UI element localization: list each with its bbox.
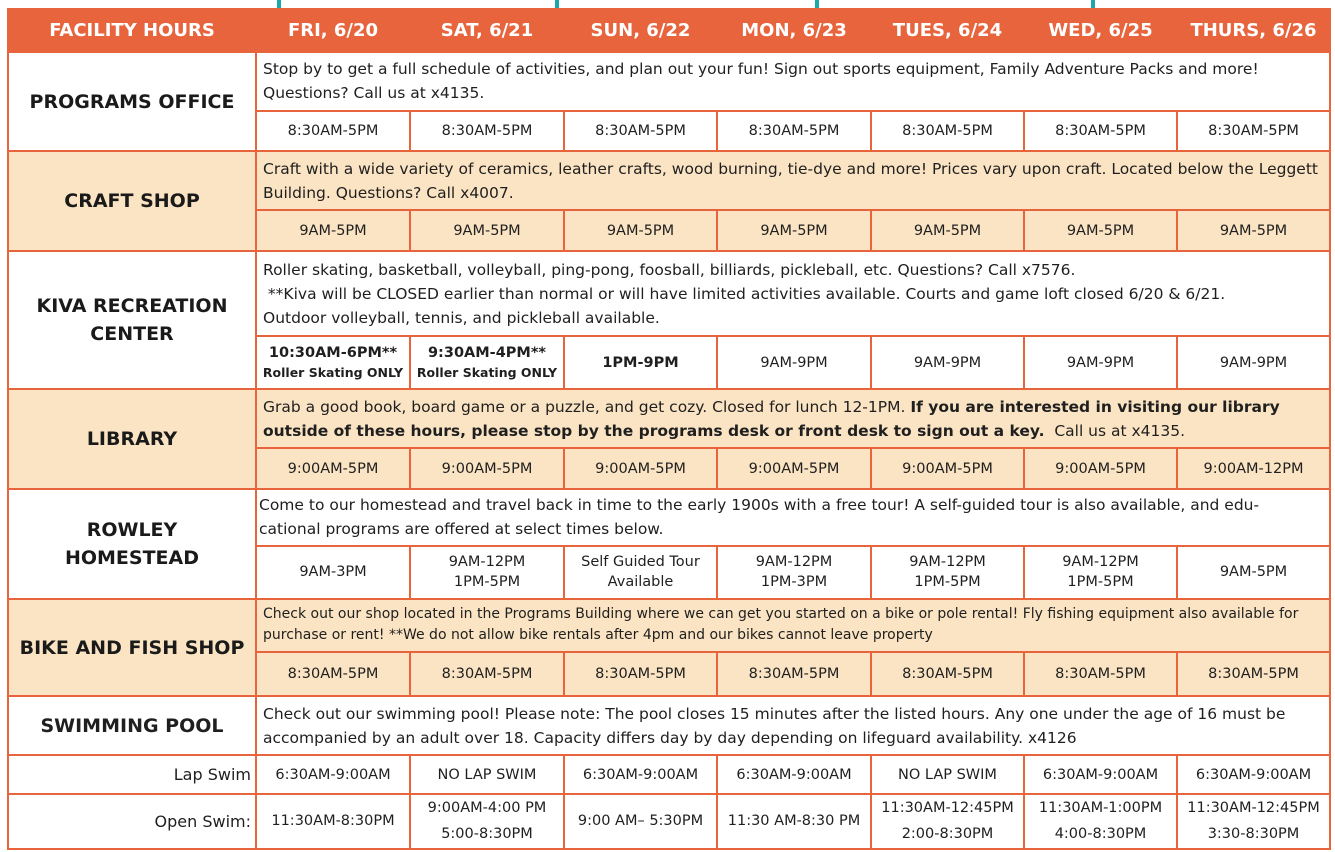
pool-desc-row: [8, 696, 1330, 755]
header-row: [8, 9, 1330, 52]
hours-cell: 8:30AM-5PM: [871, 652, 1024, 697]
description-line: Come to our homestead and travel back in time to the early 1900s with a free tour! A self-guided tour is also available, and edu-: [259, 496, 1260, 515]
hours-cell: 8:30AM-5PM: [256, 652, 410, 697]
hours-note: Roller Skating ONLY: [262, 364, 404, 380]
hours-cell: [410, 794, 564, 849]
craft-shop-desc-row: [8, 151, 1330, 210]
hours-cell: 9AM-5PM: [1177, 546, 1330, 599]
programs-office-desc-row: [8, 52, 1330, 111]
hours-cell: 9AM-9PM: [1177, 336, 1330, 389]
hours-cell: 11:30AM-8:30PM: [256, 794, 410, 849]
hours-cell: 9:00AM-5PM: [410, 448, 564, 489]
hours-cell: 9:00 AM– 5:30PM: [564, 794, 717, 849]
hours-cell: [410, 336, 564, 389]
facility-name-line: KIVA RECREATION: [36, 295, 228, 318]
hours-cell: [1177, 794, 1330, 849]
hours-line: 5:00-8:30PM: [441, 826, 533, 843]
hours-cell: NO LAP SWIM: [871, 755, 1024, 794]
hours-line: 1PM-5PM: [914, 574, 981, 591]
hours-cell: 9:00AM-5PM: [717, 448, 871, 489]
day-header: SAT, 6/21: [410, 9, 564, 52]
lap-swim-label: Lap Swim: [8, 755, 256, 794]
hours-cell: 9:00AM-12PM: [1177, 448, 1330, 489]
facility-name-programs-office: PROGRAMS OFFICE: [8, 52, 256, 152]
facility-hours-header: FACILITY HOURS: [8, 9, 256, 52]
hours-cell: 8:30AM-5PM: [1177, 111, 1330, 152]
description-text: Grab a good book, board game or a puzzle, and get cozy. Closed for lunch 12-1PM.: [263, 397, 911, 416]
description-line: cational programs are offered at select times below.: [259, 520, 664, 539]
hours-cell: 6:30AM-9:00AM: [1177, 755, 1330, 794]
hours-cell: 8:30AM-5PM: [1024, 652, 1177, 697]
hours-cell: 9AM-9PM: [717, 336, 871, 389]
hours-cell: 9AM-5PM: [564, 210, 717, 251]
hours-line: 11:30AM-12:45PM: [881, 800, 1014, 817]
hours-line: 11:30AM-12:45PM: [1187, 800, 1320, 817]
hours-line: 9AM-12PM: [755, 554, 833, 571]
hours-cell: 11:30 AM-8:30 PM: [717, 794, 871, 849]
day-header: WED, 6/25: [1024, 9, 1177, 52]
hours-cell: 9AM-5PM: [1177, 210, 1330, 251]
hours-cell: 9AM-5PM: [871, 210, 1024, 251]
bike-fish-desc-row: [8, 599, 1330, 652]
hours-cell: 9AM-5PM: [256, 210, 410, 251]
description-line: **Kiva will be CLOSED earlier than normal or will have limited activities available. Courts and game loft closed 6/20 & 6/21.: [263, 284, 1226, 303]
facility-hours-table: [7, 8, 1331, 850]
day-header: MON, 6/23: [717, 9, 871, 52]
hours-cell: 9AM-5PM: [717, 210, 871, 251]
day-header: FRI, 6/20: [256, 9, 410, 52]
description-bold-text: If you are interested in visiting our library outside of these hours, please stop by the programs desk or front desk to sign out a key.: [263, 397, 1280, 440]
hours-cell: 1PM-9PM: [564, 336, 717, 389]
hours-line: 3:30-8:30PM: [1207, 826, 1300, 843]
hours-line: Available: [607, 574, 674, 591]
hours-cell: 8:30AM-5PM: [564, 652, 717, 697]
hours-line: Self Guided Tour: [581, 554, 700, 571]
hours-line: 9AM-12PM: [909, 554, 986, 571]
hours-cell: 9:00AM-5PM: [1024, 448, 1177, 489]
hours-text: 9:30AM-4PM**: [427, 344, 547, 361]
day-header: TUES, 6/24: [871, 9, 1024, 52]
hours-cell: [1024, 546, 1177, 599]
facility-description: Craft with a wide variety of ceramics, leather crafts, wood burning, tie-dye and more! Prices vary upon craft. Located below the Leggett Building. Questions? Call x4007.: [256, 151, 1330, 210]
hours-cell: [717, 546, 871, 599]
description-line: Roller skating, basketball, volleyball, ping-pong, foosball, billiards, pickleball, etc. Questions? Call x7576.: [263, 260, 1076, 279]
description-text: Call us at x4135.: [1044, 421, 1186, 440]
hours-cell: 8:30AM-5PM: [410, 652, 564, 697]
day-header: THURS, 6/26: [1177, 9, 1330, 52]
hours-line: 2:00-8:30PM: [901, 826, 994, 843]
hours-note: Roller Skating ONLY: [416, 364, 558, 380]
hours-cell: 9AM-9PM: [871, 336, 1024, 389]
facility-name-rowley: [8, 489, 256, 599]
hours-line: 1PM-5PM: [1067, 574, 1134, 591]
hours-cell: 8:30AM-5PM: [871, 111, 1024, 152]
hours-cell: 9AM-9PM: [1024, 336, 1177, 389]
hours-cell: 8:30AM-5PM: [717, 652, 871, 697]
day-header: SUN, 6/22: [564, 9, 717, 52]
hours-cell: 9:00AM-5PM: [256, 448, 410, 489]
hours-cell: 8:30AM-5PM: [1024, 111, 1177, 152]
hours-line: 11:30AM-1:00PM: [1038, 800, 1163, 817]
rowley-desc-row: [8, 489, 1330, 546]
hours-cell: [564, 546, 717, 599]
hours-cell: [1024, 794, 1177, 849]
facility-description: [256, 389, 1330, 448]
hours-cell: 8:30AM-5PM: [564, 111, 717, 152]
library-desc-row: [8, 389, 1330, 448]
facility-description: [256, 251, 1330, 336]
hours-cell: [410, 546, 564, 599]
kiva-desc-row: [8, 251, 1330, 336]
facility-name-craft-shop: CRAFT SHOP: [8, 151, 256, 251]
facility-description: [256, 489, 1330, 546]
facility-description: Check out our swimming pool! Please note: The pool closes 15 minutes after the listed hours. Any one under the age of 16 must be accompanied by an adult over 18. Capacity differs day by day depending on lifeguard availability. x4126: [256, 696, 1330, 755]
open-swim-row: [8, 794, 1330, 849]
hours-cell: 9AM-5PM: [410, 210, 564, 251]
hours-cell: 9AM-3PM: [256, 546, 410, 599]
description-line: Outdoor volleyball, tennis, and pickleball available.: [263, 308, 660, 327]
open-swim-label: Open Swim:: [8, 794, 256, 849]
facility-name-pool: SWIMMING POOL: [8, 696, 256, 755]
lap-swim-row: [8, 755, 1330, 794]
facility-description: Check out our shop located in the Programs Building where we can get you started on a bike or pole rental! Fly fishing equipment also available for purchase or rent! **We do not allow bike rentals after 4pm and our bikes cannot leave property: [256, 599, 1330, 652]
hours-cell: 8:30AM-5PM: [410, 111, 564, 152]
facility-description: Stop by to get a full schedule of activities, and plan out your fun! Sign out sports equipment, Family Adventure Packs and more! Questions? Call us at x4135.: [256, 52, 1330, 111]
facility-name-line: HOMESTEAD: [64, 546, 200, 569]
hours-cell: 6:30AM-9:00AM: [564, 755, 717, 794]
hours-line: 9:00AM-4:00 PM: [427, 800, 547, 817]
hours-cell: 8:30AM-5PM: [1177, 652, 1330, 697]
facility-name-line: ROWLEY: [86, 518, 178, 541]
hours-cell: 9:00AM-5PM: [871, 448, 1024, 489]
hours-cell: 8:30AM-5PM: [717, 111, 871, 152]
hours-text: 10:30AM-6PM**: [268, 344, 398, 361]
hours-cell: [256, 336, 410, 389]
hours-cell: [871, 546, 1024, 599]
hours-line: 9AM-12PM: [448, 554, 526, 571]
hours-cell: 6:30AM-9:00AM: [1024, 755, 1177, 794]
hours-cell: 9AM-5PM: [1024, 210, 1177, 251]
hours-cell: NO LAP SWIM: [410, 755, 564, 794]
hours-cell: [871, 794, 1024, 849]
facility-name-line: CENTER: [90, 323, 174, 346]
hours-cell: 6:30AM-9:00AM: [256, 755, 410, 794]
hours-line: 1PM-5PM: [453, 574, 521, 591]
hours-cell: 8:30AM-5PM: [256, 111, 410, 152]
facility-name-bike-fish: BIKE AND FISH SHOP: [8, 599, 256, 697]
hours-cell: 6:30AM-9:00AM: [717, 755, 871, 794]
hours-line: 1PM-3PM: [760, 574, 828, 591]
facility-name-library: LIBRARY: [8, 389, 256, 489]
hours-line: 4:00-8:30PM: [1054, 826, 1147, 843]
hours-line: 9AM-12PM: [1062, 554, 1139, 571]
facility-name-kiva: [8, 251, 256, 389]
hours-cell: 9:00AM-5PM: [564, 448, 717, 489]
